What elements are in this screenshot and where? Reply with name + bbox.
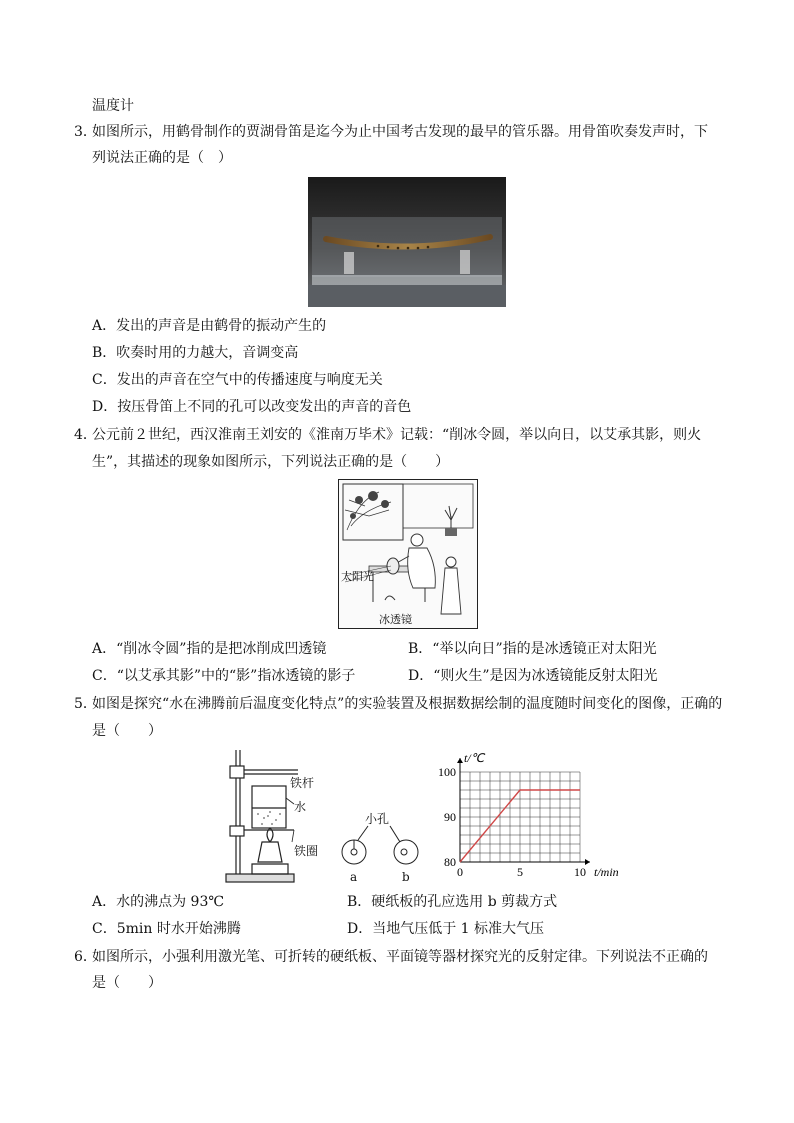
prev-question-tail: 温度计 (92, 98, 134, 114)
q4-option-a: A．“削冰令圆”指的是把冰削成凹透镜 (92, 641, 327, 657)
x-tick-label: 10 (574, 865, 586, 879)
q4-option-c: C．“以艾承其影”中的“影”指冰透镜的影子 (92, 668, 356, 684)
q5-stem-line1: 如图是探究“水在沸腾前后温度变化特点”的实验装置及根据数据绘制的温度随时间变化的图像，正确的 (92, 696, 723, 712)
cardboard-hole-figure (338, 810, 422, 884)
q5-option-d: D．当地气压低于 1 标准大气压 (347, 921, 545, 937)
bone-flute-photo (308, 177, 506, 307)
iron-ring-label: 铁圈 (294, 844, 319, 858)
y-tick-label: 90 (444, 810, 456, 824)
q3-number: 3． (74, 124, 97, 140)
y-tick-label: 80 (444, 855, 456, 869)
q3-option-d: D．按压骨笛上不同的孔可以改变发出的声音的音色 (92, 399, 412, 415)
x-axis-label: t/min (594, 865, 619, 879)
ice-lens-illustration (338, 479, 478, 629)
q3-stem-line2: 列说法正确的是（ ） (92, 150, 232, 166)
q3-option-a: A．发出的声音是由鹤骨的振动产生的 (92, 318, 327, 334)
hole-label: 小孔 (365, 812, 390, 826)
q5-option-c: C．5min 时水开始沸腾 (92, 921, 241, 937)
hole-b-label: b (402, 870, 410, 884)
x-tick-label: 5 (517, 865, 523, 879)
q5-stem-line2: 是（ ） (92, 723, 162, 739)
q5-option-b: B．硬纸板的孔应选用 b 剪裁方式 (347, 894, 558, 910)
ice-lens-label: 冰透镜 (379, 613, 412, 626)
temperature-chart-svg (432, 750, 619, 890)
q4-stem-line1: 公元前２世纪，西汉淮南王刘安的《淮南万毕术》记载：“削冰令圆，举以向日，以艾承其影，则火 (92, 427, 702, 443)
q4-stem-line2: 生”，其描述的现象如图所示，下列说法正确的是（ ） (92, 454, 450, 470)
q4-option-d: D．“则火生”是因为冰透镜能反射太阳光 (408, 668, 658, 684)
hole-a-label: a (350, 870, 358, 884)
q6-stem-line1: 如图所示，小强利用激光笔、可折转的硬纸板、平面镜等器材探究光的反射定律。下列说法不正确的 (92, 949, 708, 965)
q3-stem-line1: 如图所示，用鹤骨制作的贾湖骨笛是迄今为止中国考古发现的最早的管乐器。用骨笛吹奏发声时，下 (92, 124, 708, 140)
q4-option-b: B．“举以向日”指的是冰透镜正对太阳光 (408, 641, 657, 657)
iron-rod-label: 铁杆 (290, 776, 315, 790)
y-tick-label: 100 (438, 765, 456, 779)
boiling-apparatus-figure (222, 746, 332, 886)
q6-stem-line2: 是（ ） (92, 975, 162, 991)
temperature-time-chart (432, 750, 619, 890)
q6-number: 6． (74, 949, 97, 965)
y-axis-label: t/℃ (464, 751, 485, 765)
q5-number: 5． (74, 696, 97, 712)
q3-option-b: B．吹奏时用的力越大，音调变高 (92, 345, 299, 361)
water-label: 水 (294, 800, 307, 814)
q3-option-c: C．发出的声音在空气中的传播速度与响度无关 (92, 372, 383, 388)
q4-number: 4． (74, 427, 97, 443)
sunlight-label: 太阳光 (341, 570, 374, 583)
x-tick-label: 0 (457, 865, 463, 879)
q5-option-a: A．水的沸点为 93℃ (92, 894, 225, 910)
y-axis-arrow (457, 758, 463, 763)
